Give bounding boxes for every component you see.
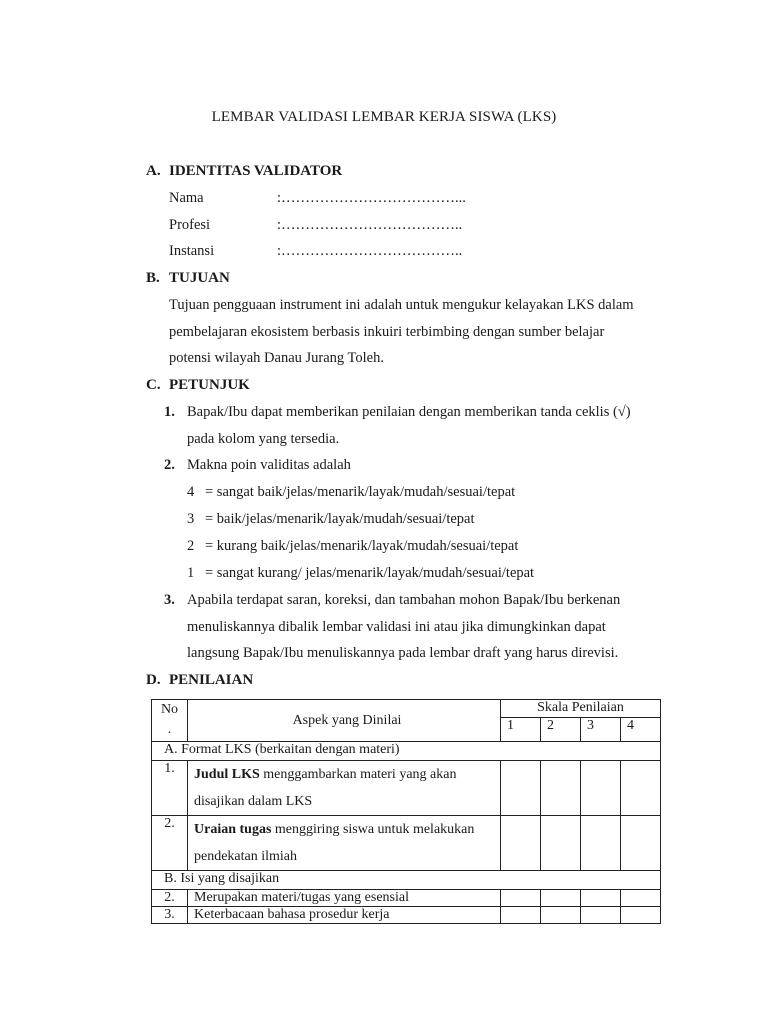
assessment-table xyxy=(151,699,661,924)
section-title: IDENTITAS VALIDATOR xyxy=(169,163,343,179)
table-row xyxy=(152,816,661,871)
score-cell[interactable] xyxy=(621,890,661,907)
table-header-row xyxy=(152,700,661,718)
scale-meaning: = kurang baik/jelas/menarik/layak/mudah/sesuai/tepat xyxy=(205,538,519,554)
row-aspek-rest: menggiring siswa untuk melakukan xyxy=(271,822,475,837)
scale-value: 4 xyxy=(187,484,195,500)
section-d-heading xyxy=(146,672,253,689)
scale-row xyxy=(187,484,515,501)
score-cell[interactable] xyxy=(501,890,541,907)
header-no-line1: No xyxy=(160,702,179,717)
section-letter: C. xyxy=(146,377,161,393)
score-cell[interactable] xyxy=(621,907,661,924)
tujuan-line: pembelajaran ekosistem berbasis inkuiri terbimbing dengan sumber belajar xyxy=(169,324,605,340)
scale-row xyxy=(187,565,534,582)
group-row xyxy=(152,871,661,890)
score-cell[interactable] xyxy=(581,907,621,924)
score-header: 4 xyxy=(621,718,661,742)
identity-label: Instansi xyxy=(169,243,215,259)
identity-row-nama xyxy=(169,190,466,207)
score-header: 1 xyxy=(501,718,541,742)
scale-meaning: = sangat kurang/ jelas/menarik/layak/mudah/sesuai/tepat xyxy=(205,565,535,581)
scale-row xyxy=(187,538,518,555)
petunjuk-line: Bapak/Ibu dapat memberikan penilaian dengan memberikan tanda ceklis (√) xyxy=(187,404,631,420)
section-letter: B. xyxy=(146,270,160,286)
section-a-heading xyxy=(146,163,342,180)
identity-row-instansi xyxy=(169,243,462,260)
section-title: TUJUAN xyxy=(169,270,230,286)
row-aspek-bold: Uraian tugas xyxy=(194,822,272,837)
row-aspek-bold: Judul LKS xyxy=(194,767,260,782)
score-header: 2 xyxy=(541,718,581,742)
scale-meaning: = sangat baik/jelas/menarik/layak/mudah/sesuai/tepat xyxy=(205,484,516,500)
scale-value: 1 xyxy=(187,565,195,581)
tujuan-line: Tujuan pengguaan instrument ini adalah untuk mengukur kelayakan LKS dalam xyxy=(169,297,634,313)
identity-label: Nama xyxy=(169,190,204,206)
section-c-heading xyxy=(146,377,250,394)
score-cell[interactable] xyxy=(501,907,541,924)
section-title: PENILAIAN xyxy=(169,672,254,688)
group-heading-a: A. Format LKS (berkaitan dengan materi) xyxy=(152,742,661,761)
row-number: 1. xyxy=(152,761,188,816)
score-cell[interactable] xyxy=(581,761,621,816)
header-no-line2: . xyxy=(167,722,172,737)
score-cell[interactable] xyxy=(621,761,661,816)
row-number: 2. xyxy=(152,816,188,871)
group-heading-b: B. Isi yang disajikan xyxy=(152,871,661,890)
row-aspek xyxy=(188,761,501,816)
petunjuk-line: Makna poin validitas adalah xyxy=(187,457,351,473)
section-b-heading xyxy=(146,270,230,287)
header-skala: Skala Penilaian xyxy=(501,700,661,718)
score-cell[interactable] xyxy=(541,761,581,816)
row-aspek-line2: disajikan dalam LKS xyxy=(194,794,313,809)
score-cell[interactable] xyxy=(581,816,621,871)
identity-blank: :……………………………….. xyxy=(277,243,463,259)
row-number: 3. xyxy=(152,907,188,924)
table-row xyxy=(152,890,661,907)
petunjuk-line: pada kolom yang tersedia. xyxy=(187,431,340,447)
row-aspek: Merupakan materi/tugas yang esensial xyxy=(188,890,501,907)
scale-value: 2 xyxy=(187,538,195,554)
header-no xyxy=(152,700,188,742)
identity-label: Profesi xyxy=(169,217,211,233)
petunjuk-number: 2. xyxy=(164,457,175,473)
identity-blank: :……………………………….. xyxy=(277,217,463,233)
identity-row-profesi xyxy=(169,217,462,234)
score-cell[interactable] xyxy=(541,907,581,924)
document-title: LEMBAR VALIDASI LEMBAR KERJA SISWA (LKS) xyxy=(211,109,557,125)
section-letter: D. xyxy=(146,672,161,688)
tujuan-line: potensi wilayah Danau Jurang Toleh. xyxy=(169,350,384,366)
row-aspek-rest: menggambarkan materi yang akan xyxy=(259,767,457,782)
section-letter: A. xyxy=(146,163,161,179)
petunjuk-number: 1. xyxy=(164,404,175,420)
section-title: PETUNJUK xyxy=(169,377,250,393)
scale-row xyxy=(187,511,475,528)
petunjuk-number: 3. xyxy=(164,592,175,608)
header-aspek: Aspek yang Dinilai xyxy=(188,700,501,742)
petunjuk-line: Apabila terdapat saran, koreksi, dan tambahan mohon Bapak/Ibu berkenan xyxy=(187,592,621,608)
score-cell[interactable] xyxy=(541,890,581,907)
row-aspek: Keterbacaan bahasa prosedur kerja xyxy=(188,907,501,924)
scale-value: 3 xyxy=(187,511,195,527)
petunjuk-line: menuliskannya dibalik lembar validasi ini atau jika dimungkinkan dapat xyxy=(187,619,606,635)
scale-meaning: = baik/jelas/menarik/layak/mudah/sesuai/tepat xyxy=(205,511,475,527)
score-cell[interactable] xyxy=(501,761,541,816)
score-cell[interactable] xyxy=(541,816,581,871)
table-row xyxy=(152,907,661,924)
score-cell[interactable] xyxy=(621,816,661,871)
table-row xyxy=(152,761,661,816)
score-header: 3 xyxy=(581,718,621,742)
row-number: 2. xyxy=(152,890,188,907)
row-aspek xyxy=(188,816,501,871)
score-cell[interactable] xyxy=(501,816,541,871)
group-row xyxy=(152,742,661,761)
score-cell[interactable] xyxy=(581,890,621,907)
row-aspek-line2: pendekatan ilmiah xyxy=(194,849,298,864)
petunjuk-line: langsung Bapak/Ibu menuliskannya pada lembar draft yang harus direvisi. xyxy=(187,645,619,661)
identity-blank: :………………………………... xyxy=(277,190,466,206)
